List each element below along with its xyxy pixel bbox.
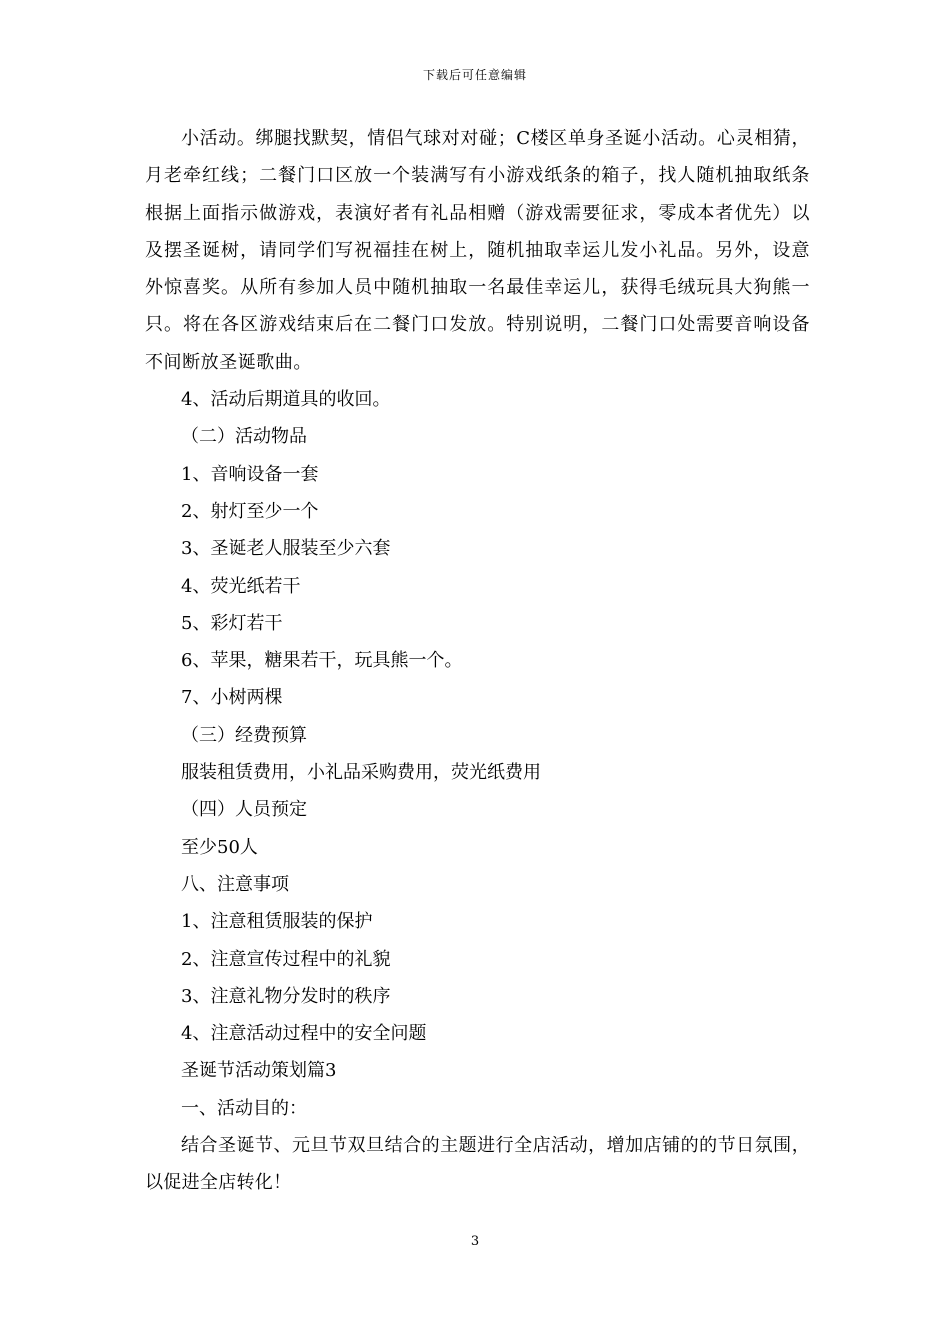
article3-title: 圣诞节活动策划篇3: [181, 1060, 337, 1082]
list-item: 1、音响设备一套: [181, 463, 319, 485]
list-item: 4、注意活动过程中的安全问题: [181, 1023, 427, 1045]
purpose-text: 结合圣诞节、元旦节双旦结合的主题进行全店活动，增加店铺的的节日氛围，以促进全店转化！: [145, 1135, 810, 1194]
item-recovery: 4、活动后期道具的收回。: [181, 389, 391, 411]
list-item: 7、小树两棵: [181, 687, 283, 709]
list-item: 3、注意礼物分发时的秩序: [181, 985, 391, 1007]
list-item: 1、注意租赁服装的保护: [181, 911, 373, 933]
purpose-title: 一、活动目的：: [181, 1097, 307, 1119]
list-item: 5、彩灯若干: [181, 612, 283, 634]
list-item: 2、注意宣传过程中的礼貌: [181, 948, 391, 970]
list-item: 3、圣诞老人服装至少六套: [181, 538, 391, 560]
budget-text: 服装租赁费用，小礼品采购费用，荧光纸费用: [181, 762, 541, 784]
list-item: 4、荧光纸若干: [181, 575, 301, 597]
section-budget-title: （三）经费预算: [181, 724, 307, 746]
page-header: 下载后可任意编辑: [422, 68, 527, 82]
section-notes-title: 八、注意事项: [181, 873, 289, 895]
document-body: [145, 120, 810, 1202]
list-item: 2、射灯至少一个: [181, 500, 319, 522]
page-number: 3: [470, 1234, 480, 1249]
staff-text: 至少50人: [181, 836, 258, 858]
section-items-title: （二）活动物品: [181, 426, 307, 448]
section-staff-title: （四）人员预定: [181, 799, 307, 821]
paragraph-activities: 小活动。绑腿找默契，情侣气球对对碰；C楼区单身圣诞小活动。心灵相猜，月老牵红线；二餐门口区放一个装满写有小游戏纸条的箱子，找人随机抽取纸条根据上面指示做游戏，表演好者有礼品相赠（游戏需要征求，零成本者优先）以及摆圣诞树，请同学们写祝福挂在树上，随机抽取幸运儿发小礼品。另外，设意外惊喜奖。从所有参加人员中随机抽取一名最佳幸运儿，获得毛绒玩具大狗熊一只。将在各区游戏结束后在二餐门口发放。特别说明，二餐门口处需要音响设备不间断放圣诞歌曲。: [145, 128, 810, 373]
list-item: 6、苹果，糖果若干，玩具熊一个。: [181, 650, 463, 672]
